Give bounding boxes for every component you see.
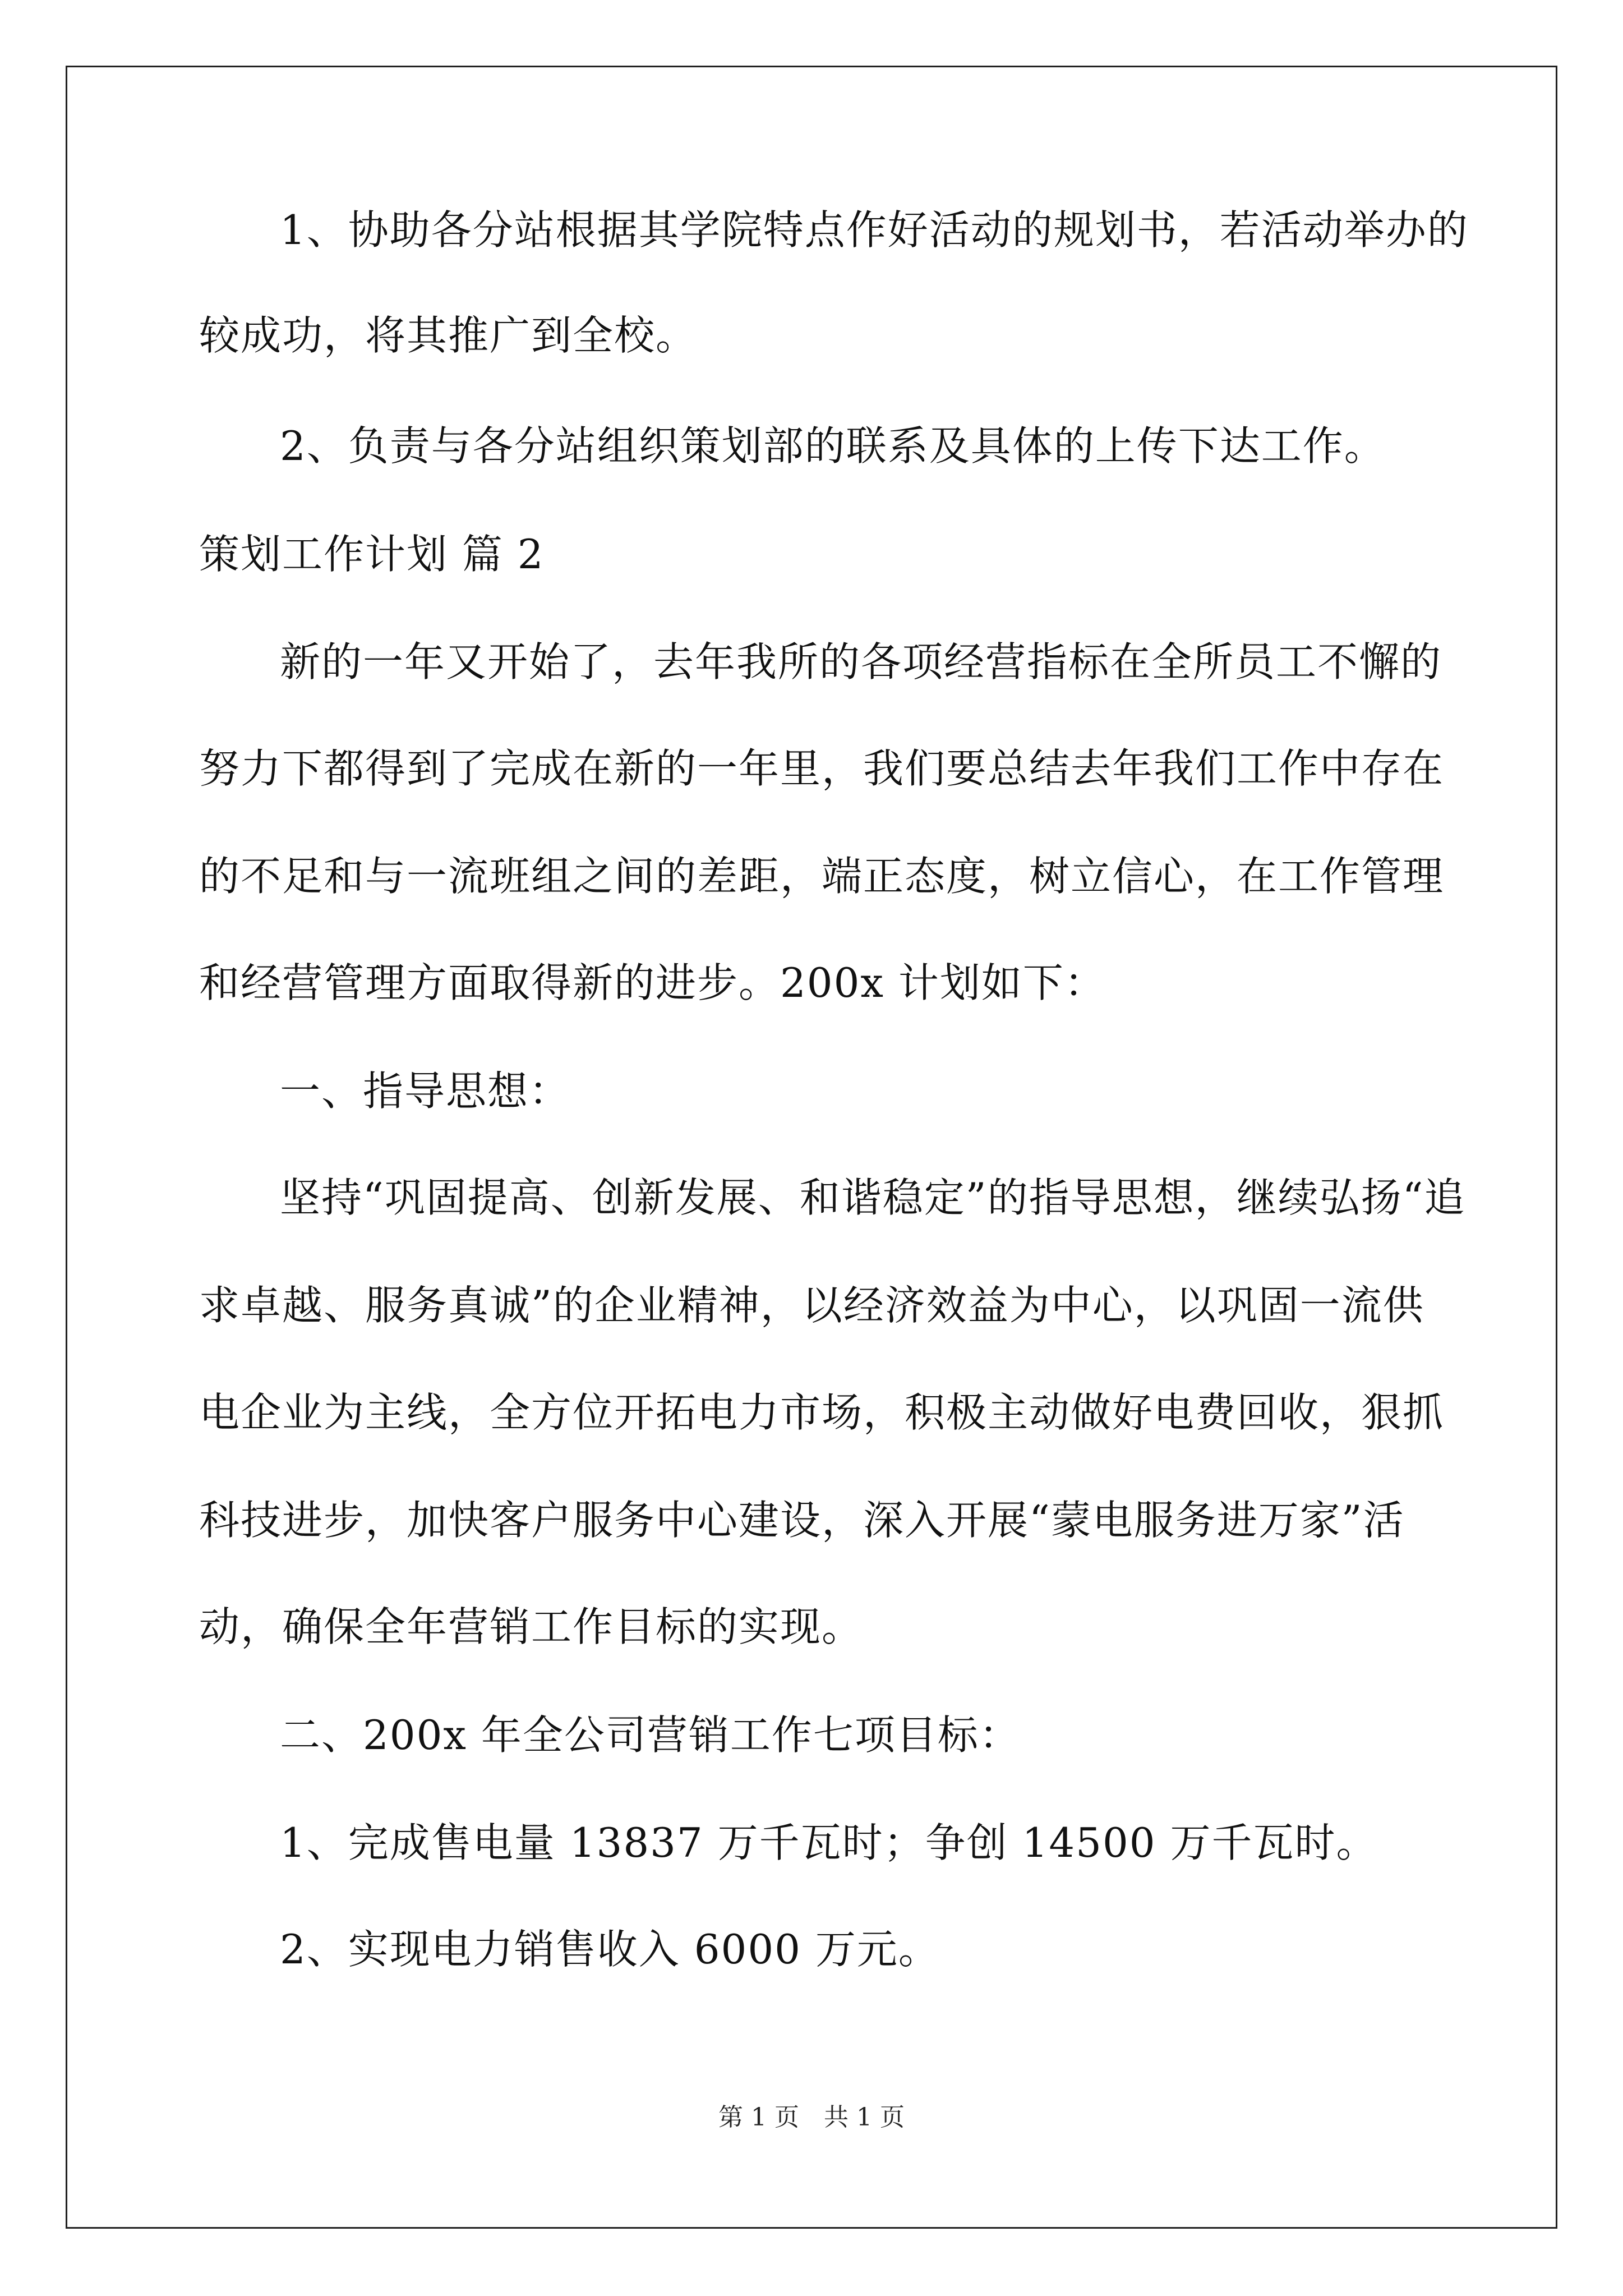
section-heading: 策划工作计划 篇 2 [199, 531, 545, 578]
paragraph-line: 动，确保全年营销工作目标的实现。 [199, 1603, 864, 1650]
paragraph-line: 1、协助各分站根据其学院特点作好活动的规划书，若活动举办的 [280, 206, 1469, 254]
paragraph-line: 坚持“巩固提高、创新发展、和谐稳定”的指导思想，继续弘扬“追 [280, 1174, 1466, 1221]
page-footer: 第 1 页 共 1 页 [718, 2103, 905, 2132]
paragraph-line: 和经营管理方面取得新的进步。200x 计划如下： [199, 959, 1106, 1006]
paragraph-line: 1、完成售电量 13837 万千瓦时；争创 14500 万千瓦时。 [280, 1819, 1378, 1866]
paragraph-line: 科技进步，加快客户服务中心建设，深入开展“蒙电服务进万家”活 [199, 1497, 1405, 1544]
paragraph-line: 的不足和与一流班组之间的差距，端正态度，树立信心，在工作管理 [199, 853, 1445, 900]
subheading: 二、200x 年全公司营销工作七项目标： [280, 1711, 1021, 1759]
paragraph-line: 2、实现电力销售收入 6000 万元。 [280, 1926, 940, 1973]
paragraph-line: 2、负责与各分站组织策划部的联系及具体的上传下达工作。 [280, 422, 1386, 470]
paragraph-line: 电企业为主线，全方位开拓电力市场，积极主动做好电费回收，狠抓 [199, 1389, 1445, 1436]
subheading: 一、指导思想： [280, 1068, 571, 1115]
paragraph-line: 较成功，将其推广到全校。 [199, 312, 698, 359]
paragraph-line: 求卓越、服务真诚”的企业精神，以经济效益为中心，以巩固一流供 [199, 1282, 1424, 1329]
paragraph-line: 努力下都得到了完成在新的一年里，我们要总结去年我们工作中存在 [199, 745, 1445, 792]
page-border [66, 66, 1557, 2229]
paragraph-line: 新的一年又开始了，去年我所的各项经营指标在全所员工不懈的 [280, 638, 1442, 685]
